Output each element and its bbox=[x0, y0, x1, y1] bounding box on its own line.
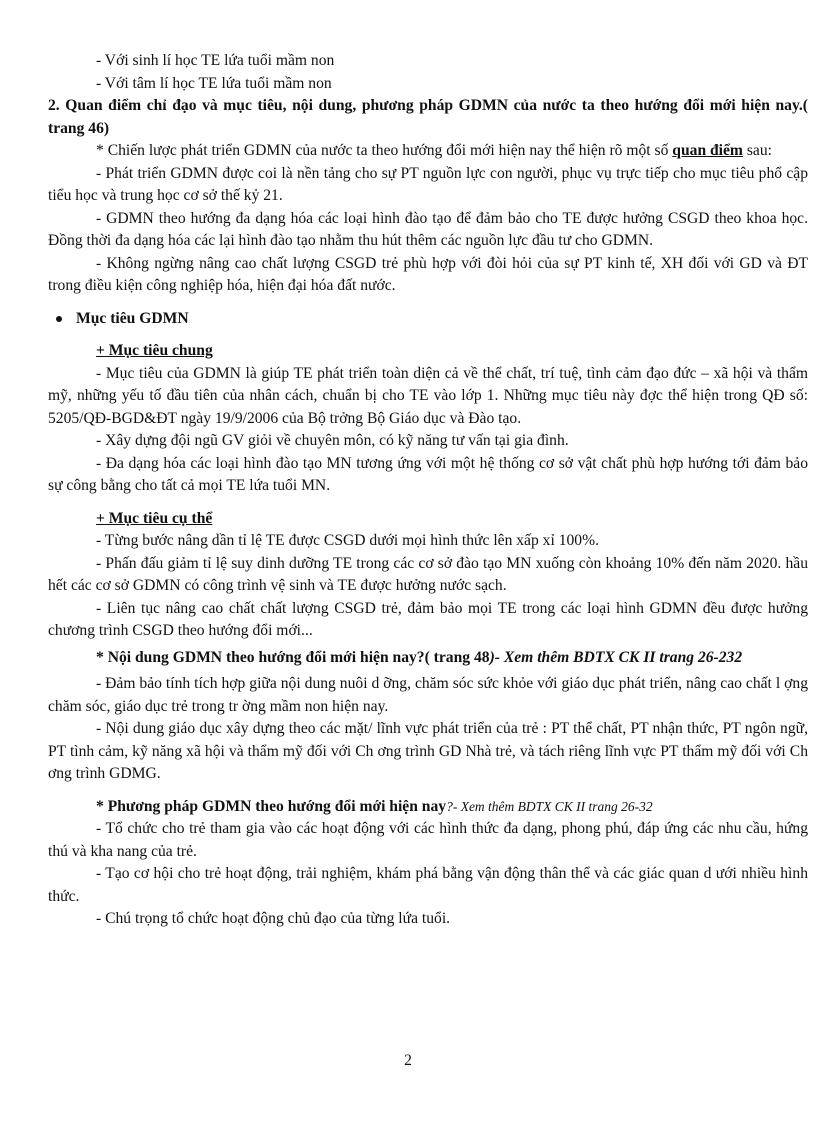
specific-objectives-heading: + Mục tiêu cụ thể bbox=[96, 509, 213, 527]
section-2-title: 2. Quan điểm chỉ đạo và mục tiêu, nội dung, phương pháp GDMN của nước ta theo hướng đổi mới hiện nay.( trang 46) bbox=[48, 97, 808, 137]
viewpoint-item: - Không ngừng nâng cao chất lượng CSGD trẻ phù hợp với đòi hỏi của sự PT kinh tế, XH đối với GD và ĐT trong điều kiện công nghiệp hóa, hiện đại hóa đất nước. bbox=[48, 254, 808, 294]
specific-objective-item: - Từng bước nâng dần tỉ lệ TE được CSGD dưới mọi hình thức lên xấp xỉ 100%. bbox=[96, 532, 599, 549]
viewpoint-item: - Phát triển GDMN được coi là nền tảng cho sự PT nguồn lực con người, phục vụ trực tiếp cho mục tiêu phổ cập tiểu học và trung học cơ sở thế kỷ 21. bbox=[48, 164, 808, 204]
method-item: - Tạo cơ hội cho trẻ hoạt động, trải nghiệm, khám phá bằng vận động thân thể và các giác quan d ưới nhiều hình thức. bbox=[48, 865, 808, 905]
method-heading: * Phương pháp GDMN theo hướng đổi mới hiện nay?- Xem thêm BDTX CK II trang 26-32 bbox=[96, 797, 653, 815]
document-page bbox=[48, 50, 808, 931]
method-item: - Chú trọng tổ chức hoạt động chủ đạo của từng lứa tuổi. bbox=[96, 910, 451, 927]
content-item: - Nội dung giáo dục xây dựng theo các mặt/ lĩnh vực phát triển của trẻ : PT thể chất, PT nhận thức, PT ngôn ngữ, PT tình cảm, kỹ năng xã hội và thẩm mỹ đối với Ch ơng trình GD Nhà trẻ, và tách riêng lĩnh vực PT thẩm mỹ đối với Ch ơng trình GDMG. bbox=[48, 720, 808, 782]
method-item: - Tổ chức cho trẻ tham gia vào các hoạt động với các hình thức đa dạng, phong phú, đáp ứng các nhu cầu, hứng thú và kha nang của trẻ. bbox=[48, 820, 808, 860]
content-heading: * Nội dung GDMN theo hướng đổi mới hiện nay?( trang 48)- Xem thêm BDTX CK II trang 26-232 bbox=[96, 648, 743, 666]
content-item: - Đảm bảo tính tích hợp giữa nội dung nuôi d ỡng, chăm sóc sức khỏe với giáo dục phát triển, nâng cao chất l ợng chăm sóc, giáo dục trẻ trong tr ờng mầm non hiện nay. bbox=[48, 675, 808, 715]
page-number: 2 bbox=[404, 1052, 412, 1069]
quan-diem-keyword: quan điểm bbox=[672, 142, 743, 159]
objectives-heading: Mục tiêu GDMN bbox=[48, 308, 808, 331]
specific-objective-item: - Phấn đấu giảm tỉ lệ suy dinh dưỡng TE trong các cơ sở đào tạo MN xuống còn khoảng 10% đến năm 2020. hầu hết các cơ sở GDMN có công trình vệ sinh và TE được hưởng nước sạch. bbox=[48, 554, 808, 594]
general-objectives-heading: + Mục tiêu chung bbox=[96, 342, 213, 359]
viewpoint-item: - GDMN theo hướng đa dạng hóa các loại hình đào tạo để đảm bảo cho TE được hưởng CSGD theo khoa học. Đồng thời đa dạng hóa các lại hình đào tạo nhằm thu hút thêm các nguồn lực đầu tư cho GDMN. bbox=[48, 209, 808, 249]
top-item: - Với tâm lí học TE lứa tuổi mầm non bbox=[96, 74, 332, 92]
top-item: - Với sinh lí học TE lứa tuổi mầm non bbox=[96, 52, 335, 69]
bullet-icon bbox=[56, 316, 62, 322]
general-objective-item: - Đa dạng hóa các loại hình đào tạo MN tương ứng với một hệ thống cơ sở vật chất phù hợp hướng tới đảm bảo sự công bằng cho tất cả mọi TE lứa tuổi MN. bbox=[48, 454, 808, 494]
general-objective-item: - Xây dựng đội ngũ GV giỏi về chuyên môn, có kỹ năng tư vấn tại gia đình. bbox=[96, 432, 569, 449]
specific-objective-item: - Liên tục nâng cao chất chất lượng CSGD trẻ, đảm bảo mọi TE trong các loại hình GDMN đều được hưởng chương trình CSGD theo hướng đổi mới... bbox=[48, 599, 808, 639]
section-2-intro: * Chiến lược phát triển GDMN của nước ta theo hướng đổi mới hiện nay thể hiện rõ một số quan điểm sau: bbox=[96, 142, 772, 159]
general-objective-item: - Mục tiêu của GDMN là giúp TE phát triển toàn diện cả về thể chất, trí tuệ, tình cảm đạo đức – xã hội và thẩm mỹ, những yếu tố đầu tiên của nhân cách, chuẩn bị cho TE vào lớp 1. Những mục tiêu này đợc thể hiện trong QĐ số: 5205/QĐ-BGD&ĐT ngày 19/9/2006 của Bộ trởng Bộ Giáo dục và Đào tạo. bbox=[48, 364, 808, 427]
